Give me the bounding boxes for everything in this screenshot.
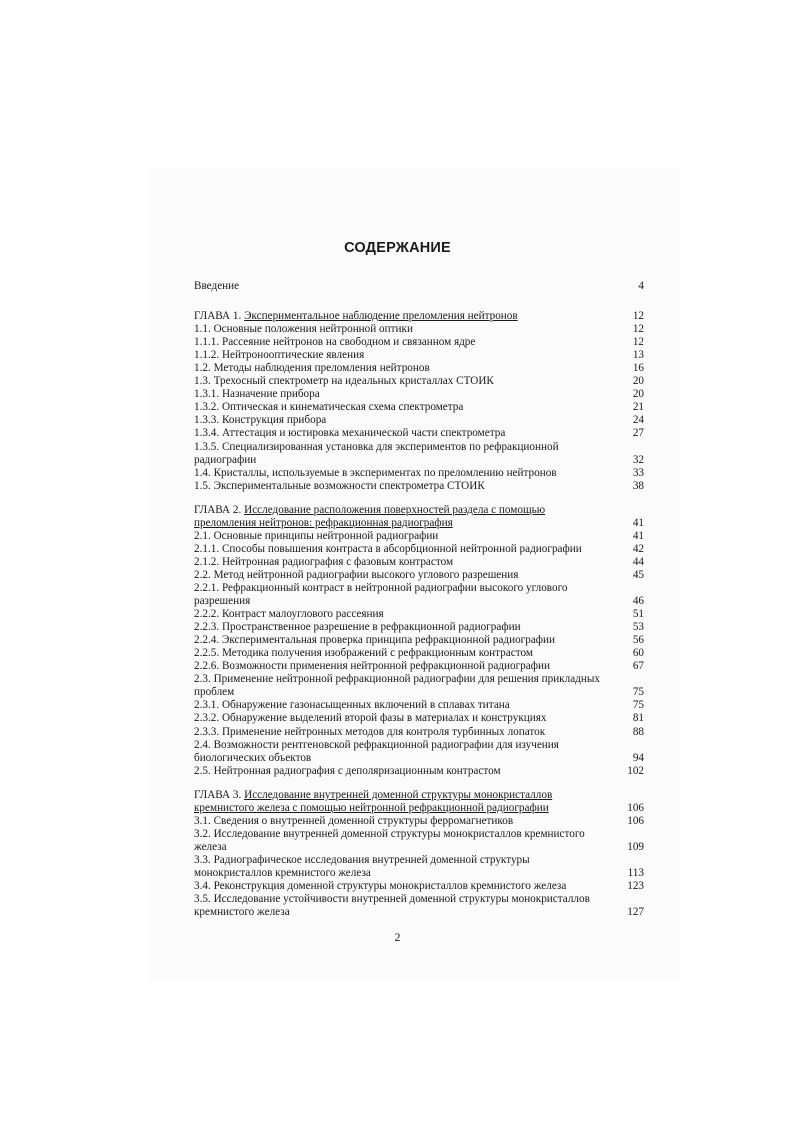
toc-entry-page: 75 xyxy=(632,699,644,712)
toc-entry-page: 94 xyxy=(632,751,644,764)
toc-entry xyxy=(194,739,644,765)
chapter-title: Исследование расположения поверхностей раздела с помощью преломления нейтронов: рефракционная радиография xyxy=(194,503,546,529)
toc-entry xyxy=(194,712,644,725)
toc-entry-text: 2.1.2. Нейтронная радиография с фазовым контрастом xyxy=(194,555,454,568)
toc-entry-text: 3.3. Радиографическое исследования внутренней доменной структуры монокристаллов кремнистого железа xyxy=(194,853,530,879)
toc-entry xyxy=(194,349,644,362)
toc-entry xyxy=(194,323,644,336)
toc-entry-text: 1.1. Основные положения нейтронной оптики xyxy=(194,323,413,336)
chapter-page: 106 xyxy=(627,801,644,814)
toc-entry-text: 1.2. Методы наблюдения преломления нейтронов xyxy=(194,362,430,375)
toc-entry-text: 1.3.5. Специализированная установка для экспериментов по рефракционной радиографии xyxy=(194,440,559,466)
toc-entry xyxy=(194,480,644,493)
toc-entry-page: 42 xyxy=(632,542,644,555)
chapter-heading xyxy=(194,789,644,815)
page-title: СОДЕРЖАНИЕ xyxy=(344,240,451,256)
toc-entry-page: 12 xyxy=(632,336,644,349)
toc-entry-page: 123 xyxy=(627,880,644,893)
toc-entry-text: 2.2.3. Пространственное разрешение в рефракционной радиографии xyxy=(194,621,521,634)
toc-entry-text: 2.2.2. Контраст малоуглового рассеяния xyxy=(194,608,384,621)
toc-entry xyxy=(194,569,644,582)
toc-entry xyxy=(194,880,644,893)
toc-entry-page: 41 xyxy=(632,529,644,542)
toc-entry xyxy=(194,726,644,739)
toc-entry xyxy=(194,765,644,778)
toc-entry xyxy=(194,375,644,388)
chapter-page: 41 xyxy=(632,516,644,529)
toc-entry-text: 2.5. Нейтронная радиография с деполяризационным контрастом xyxy=(194,764,501,777)
toc-entry-page: 53 xyxy=(632,621,644,634)
toc-entry-text: 2.3.3. Применение нейтронных методов для контроля турбинных лопаток xyxy=(194,725,546,738)
toc-entry xyxy=(194,621,644,634)
toc-entry-text: 1.3.2. Оптическая и кинематическая схема спектрометра xyxy=(194,401,464,414)
toc-entry-text: 2.2.4. Экспериментальная проверка принципа рефракционной радиографии xyxy=(194,634,556,647)
toc-entry-page: 56 xyxy=(632,634,644,647)
toc-entry-page: 45 xyxy=(632,568,644,581)
toc-entry xyxy=(194,660,644,673)
toc-entry-text: 1.3.3. Конструкция прибора xyxy=(194,414,327,427)
chapter-heading xyxy=(194,504,644,530)
toc-entry-text: 1.4. Кристаллы, используемые в экспериментах по преломлению нейтронов xyxy=(194,466,557,479)
toc-entry-page: 51 xyxy=(632,608,644,621)
toc-entry-text: 3.2. Исследование внутренней доменной структуры монокристаллов кремнистого железа xyxy=(194,827,585,853)
toc-entry xyxy=(194,815,644,828)
toc-entry-intro xyxy=(194,280,644,293)
toc-entry-text: Введение xyxy=(194,280,240,292)
toc-entry-page: 4 xyxy=(638,280,644,292)
toc-entry xyxy=(194,362,644,375)
chapter-heading-text xyxy=(194,504,618,530)
toc-entry xyxy=(194,673,644,699)
toc-entry-page: 33 xyxy=(632,466,644,479)
toc-entry-text: 3.1. Сведения о внутренней доменной структуры ферромагнетиков xyxy=(194,814,514,827)
chapter-heading-text xyxy=(194,789,618,815)
toc-entry xyxy=(194,699,644,712)
chapter-prefix: ГЛАВА 1. xyxy=(194,310,245,323)
chapter-title: Экспериментальное наблюдение преломления нейтронов xyxy=(244,310,518,323)
toc-entry-page: 24 xyxy=(632,414,644,427)
toc-entry xyxy=(194,647,644,660)
chapter-prefix: ГЛАВА 3. xyxy=(194,788,245,801)
toc-entry xyxy=(194,828,644,854)
toc-entry xyxy=(194,582,644,608)
toc-entry xyxy=(194,556,644,569)
chapter-title: Исследование внутренней доменной структуры монокристаллов кремнистого железа с помощью нейтронной рефракционной радиографии xyxy=(194,788,553,814)
toc-entry xyxy=(194,634,644,647)
toc-entry xyxy=(194,854,644,880)
toc-entry-page: 46 xyxy=(632,595,644,608)
toc-entry-text: 1.3. Трехосный спектрометр на идеальных кристаллах СТОИК xyxy=(194,375,494,388)
toc-entry xyxy=(194,608,644,621)
toc-entry-page: 44 xyxy=(632,555,644,568)
toc-entry xyxy=(194,530,644,543)
toc-entry-text: 3.4. Реконструкция доменной структуры монокристаллов кремнистого железа xyxy=(194,880,567,893)
chapter-prefix: ГЛАВА 2. xyxy=(194,503,245,516)
toc-entry-page: 113 xyxy=(627,866,644,879)
toc-entry-page: 109 xyxy=(627,840,644,853)
toc-entry-text: 2.3.1. Обнаружение газонасыщенных включений в сплавах титана xyxy=(194,699,510,712)
toc-entry-page: 106 xyxy=(627,814,644,827)
table-of-contents xyxy=(194,280,644,930)
toc-entry-text: 2.2.5. Методика получения изображений с рефракционным контрастом xyxy=(194,647,533,660)
toc-entry-text: 2.1. Основные принципы нейтронной радиографии xyxy=(194,529,439,542)
toc-entry-text: 1.1.2. Нейтронооптические явления xyxy=(194,349,365,362)
chapters-list xyxy=(194,310,644,919)
toc-entry-page: 16 xyxy=(632,362,644,375)
toc-entry-text: 2.3. Применение нейтронной рефракционной радиографии для решения прикладных проблем xyxy=(194,673,600,699)
chapter-heading xyxy=(194,310,644,323)
toc-entry-text: 2.2.1. Рефракционный контраст в нейтронной радиографии высокого углового разрешения xyxy=(194,581,568,608)
chapter-page: 12 xyxy=(632,310,644,323)
toc-entry-page: 27 xyxy=(632,427,644,440)
chapter-heading-text xyxy=(194,310,618,323)
toc-entry-text: 2.3.2. Обнаружение выделений второй фазы в материалах и конструкциях xyxy=(194,712,547,725)
toc-entry-text: 1.1.1. Рассеяние нейтронов на свободном и связанном ядре xyxy=(194,336,476,349)
toc-entry-page: 67 xyxy=(632,660,644,673)
toc-entry xyxy=(194,336,644,349)
toc-entry-text: 3.5. Исследование устойчивости внутренней доменной структуры монокристаллов кремнистого железа xyxy=(194,893,590,919)
toc-entry-text: 2.1.1. Способы повышения контраста в абсорбционной нейтронной радиографии xyxy=(194,542,582,555)
toc-entry-text: 2.2.6. Возможности применения нейтронной рефракционной радиографии xyxy=(194,660,550,673)
page-number: 2 xyxy=(394,930,401,944)
toc-entry xyxy=(194,427,644,440)
toc-entry-page: 60 xyxy=(632,647,644,660)
toc-entry-text: 2.2. Метод нейтронной радиографии высокого углового разрешения xyxy=(194,568,519,581)
toc-entry-page: 12 xyxy=(632,323,644,336)
chapter-3 xyxy=(194,789,644,919)
toc-entry-page: 88 xyxy=(632,725,644,738)
toc-entry-page: 20 xyxy=(632,388,644,401)
toc-entry-page: 32 xyxy=(632,453,644,466)
toc-entry-page: 127 xyxy=(627,906,644,919)
toc-entry xyxy=(194,543,644,556)
toc-entry-page: 13 xyxy=(632,349,644,362)
toc-entry-page: 38 xyxy=(632,479,644,492)
toc-entry-page: 20 xyxy=(632,375,644,388)
toc-entry xyxy=(194,401,644,414)
toc-entry-text: 2.4. Возможности рентгеновской рефракционной радиографии для изучения биологических объектов xyxy=(194,738,559,764)
toc-entry-page: 102 xyxy=(627,764,644,777)
chapter-1 xyxy=(194,310,644,493)
toc-entry-text: 1.5. Экспериментальные возможности спектрометра СТОИК xyxy=(194,479,485,492)
toc-entry-page: 81 xyxy=(632,712,644,725)
toc-entry xyxy=(194,441,644,467)
toc-entry-page: 21 xyxy=(632,401,644,414)
toc-entry xyxy=(194,467,644,480)
toc-entry xyxy=(194,893,644,919)
toc-entry-text: 1.3.1. Назначение прибора xyxy=(194,388,320,401)
toc-entry-page: 75 xyxy=(632,686,644,699)
chapter-2 xyxy=(194,504,644,778)
toc-entry xyxy=(194,388,644,401)
toc-entry-text: 1.3.4. Аттестация и юстировка механической части спектрометра xyxy=(194,427,506,440)
toc-entry xyxy=(194,414,644,427)
